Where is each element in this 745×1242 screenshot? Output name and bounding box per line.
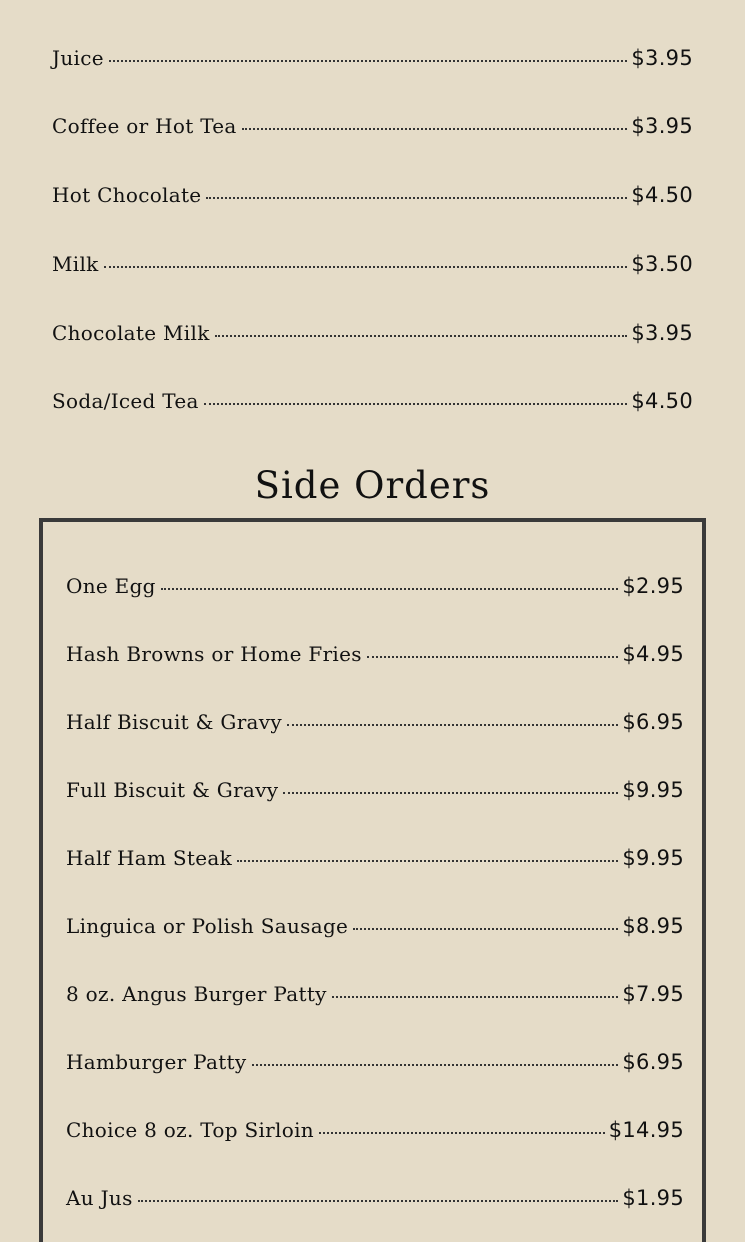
menu-item — [66, 914, 684, 938]
item-price: $3.95 — [631, 321, 693, 345]
menu-item — [66, 1118, 684, 1142]
item-price: $9.95 — [622, 778, 684, 802]
dot-leader — [252, 1064, 619, 1066]
item-price: $7.95 — [622, 982, 684, 1006]
dot-leader — [104, 266, 628, 268]
item-name: Au Jus — [66, 1186, 133, 1210]
item-price: $1.95 — [622, 1186, 684, 1210]
menu-item — [66, 642, 684, 666]
item-price: $3.95 — [631, 46, 693, 70]
dot-leader — [237, 860, 618, 862]
item-name: Hot Chocolate — [52, 183, 202, 207]
menu-item — [66, 982, 684, 1006]
menu-item — [66, 846, 684, 870]
section-title: Side Orders — [254, 464, 491, 507]
menu-item — [52, 389, 693, 413]
item-name: Coffee or Hot Tea — [52, 114, 237, 138]
item-name: 8 oz. Angus Burger Patty — [66, 982, 327, 1006]
item-name: One Egg — [66, 574, 156, 598]
item-name: Soda/Iced Tea — [52, 389, 199, 413]
item-price: $4.50 — [631, 183, 693, 207]
dot-leader — [283, 792, 618, 794]
item-name: Half Ham Steak — [66, 846, 233, 870]
menu-item — [52, 114, 693, 138]
item-name: Milk — [52, 252, 99, 276]
dot-leader — [206, 197, 627, 199]
menu-item — [66, 574, 684, 598]
item-price: $6.95 — [622, 1050, 684, 1074]
dot-leader — [138, 1200, 619, 1202]
menu-item — [66, 778, 684, 802]
dot-leader — [319, 1132, 605, 1134]
item-price: $14.95 — [608, 1118, 684, 1142]
item-name: Juice — [52, 46, 104, 70]
menu-item — [66, 1186, 684, 1210]
item-price: $3.50 — [631, 252, 693, 276]
item-price: $4.95 — [622, 642, 684, 666]
dot-leader — [353, 928, 618, 930]
menu-item — [66, 710, 684, 734]
item-name: Half Biscuit & Gravy — [66, 710, 282, 734]
item-price: $6.95 — [622, 710, 684, 734]
dot-leader — [242, 128, 628, 130]
menu-item — [52, 321, 693, 345]
menu-item — [66, 1050, 684, 1074]
dot-leader — [367, 656, 619, 658]
item-name: Linguica or Polish Sausage — [66, 914, 349, 938]
dot-leader — [161, 588, 619, 590]
item-price: $9.95 — [622, 846, 684, 870]
menu-item — [52, 183, 693, 207]
dot-leader — [332, 996, 619, 998]
item-name: Full Biscuit & Gravy — [66, 778, 279, 802]
dot-leader — [215, 335, 628, 337]
side-orders-box — [39, 518, 706, 1242]
item-name: Choice 8 oz. Top Sirloin — [66, 1118, 314, 1142]
dot-leader — [204, 403, 628, 405]
item-name: Hamburger Patty — [66, 1050, 247, 1074]
menu-item — [52, 252, 693, 276]
item-name: Hash Browns or Home Fries — [66, 642, 362, 666]
item-price: $8.95 — [622, 914, 684, 938]
item-name: Chocolate Milk — [52, 321, 210, 345]
item-price: $4.50 — [631, 389, 693, 413]
dot-leader — [109, 60, 628, 62]
item-price: $3.95 — [631, 114, 693, 138]
menu-item — [52, 46, 693, 70]
dot-leader — [287, 724, 618, 726]
item-price: $2.95 — [622, 574, 684, 598]
